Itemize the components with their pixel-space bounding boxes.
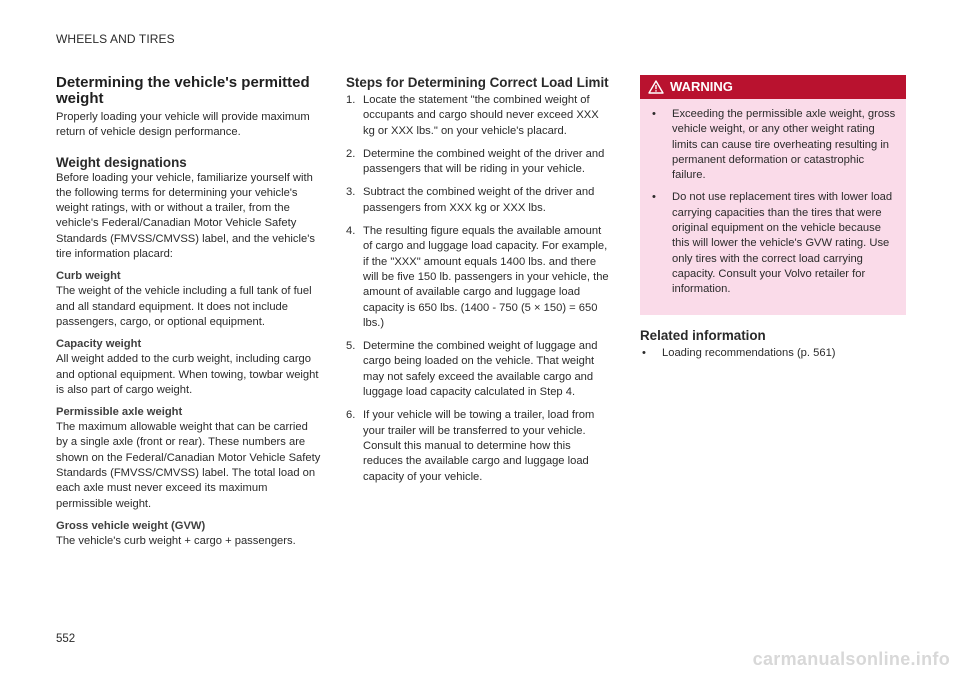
step-item: 4. The resulting figure equals the available amount of cargo and luggage load capacity. For example, if the "XXX" amount equals 1400 lbs. and there will be five 150 lb. passengers in your vehicle, the amount of available cargo and luggage load capacity is 650 lbs. (1400 - 750 (5 × 150) = 650 lbs.) (346, 225, 609, 329)
step-item: 3. Subtract the combined weight of the driver and passengers from XXX kg or XXX lbs. (346, 186, 595, 214)
term-curb-weight: Curb weight (56, 270, 121, 283)
weight-designations-text: Before loading your vehicle, familiarize yourself with the following terms for determining your vehicle's weight ratings, with or without a trailer, from the vehicle's Federal/Canadian Motor Vehicle Safety Standards (FMVSS/CMVSS) label, and the vehicle's tire information placard: (56, 171, 315, 261)
definition-permissible-axle-weight: The maximum allowable weight that can be carried by a single axle (front or rear). These numbers are shown on the Federal/Canadian Motor Vehicle Safety Standards (FMVSS/CMVSS) label. The total load on each axle must never exceed its maximum permissible weight. (56, 421, 321, 510)
term-permissible-axle-weight: Permissible axle weight (56, 406, 183, 419)
related-heading: Related information (640, 327, 766, 343)
steps-heading: Steps for Determining Correct Load Limit (346, 75, 609, 90)
page-title: Determining the vehicle's permitted weight (56, 74, 310, 107)
related-link-loading-recommendations[interactable]: • Loading recommendations (p. 561) (640, 346, 906, 361)
definition-gross-vehicle-weight: The vehicle's curb weight + cargo + passengers. (56, 534, 296, 547)
related-information (640, 328, 906, 361)
intro-text: Properly loading your vehicle will provide maximum return of vehicle design performance. (56, 111, 310, 139)
step-item: 5. Determine the combined weight of luggage and cargo being loaded on the vehicle. That weight may not safely exceed the available cargo and luggage load capacity calculated in Step 4. (346, 340, 598, 399)
watermark: carmanualsonline.info (752, 649, 950, 669)
column-middle (346, 75, 612, 493)
warning-triangle-icon (648, 80, 664, 94)
term-gross-vehicle-weight: Gross vehicle weight (GVW) (56, 519, 206, 532)
column-left (56, 75, 322, 549)
weight-designations-heading: Weight designations (56, 154, 187, 170)
page-number: 552 (56, 633, 76, 645)
bullet-icon: • (652, 191, 656, 204)
related-list (640, 346, 906, 361)
warning-header (640, 75, 906, 99)
running-head: WHEELS AND TIRES (56, 32, 175, 46)
definition-curb-weight: The weight of the vehicle including a full tank of fuel and all standard equipment. It does not include passengers, cargo, or optional equipment. (56, 285, 312, 328)
step-item: 2. Determine the combined weight of the driver and passengers that will be riding in your vehicle. (346, 147, 605, 176)
definition-capacity-weight: All weight added to the curb weight, including cargo and optional equipment. When towing, towbar weight is also part of cargo weight. (56, 353, 319, 396)
bullet-icon: • (652, 108, 656, 120)
warning-title: WARNING (670, 79, 733, 95)
steps-list (346, 93, 612, 485)
warning-box (640, 75, 906, 315)
column-right (640, 75, 906, 361)
warning-item: • Exceeding the permissible axle weight, gross vehicle weight, or any other weight rating limits can cause tire overheating resulting in permanent deformation or catastrophic failure. (652, 108, 896, 182)
term-capacity-weight: Capacity weight (56, 338, 142, 351)
warning-list (640, 99, 906, 298)
bullet-icon: • (642, 346, 646, 359)
warning-item: • Do not use replacement tires with lower load carrying capacities than the tires that were original equipment on the vehicle because this will lower the vehicle's GVW rating. Use only tires with the correct load carrying capacity. Consult your Volvo retailer for information. (652, 191, 893, 296)
step-item: 6. If your vehicle will be towing a trailer, load from your trailer will be transferred to your vehicle. Consult this manual to determine how this reduces the available cargo and luggage load capacity of your vehicle. (346, 409, 595, 483)
step-item: 1. Locate the statement "the combined weight of occupants and cargo should never exceed XXX kg or XXX lbs." on your vehicle's placard. (346, 94, 599, 137)
